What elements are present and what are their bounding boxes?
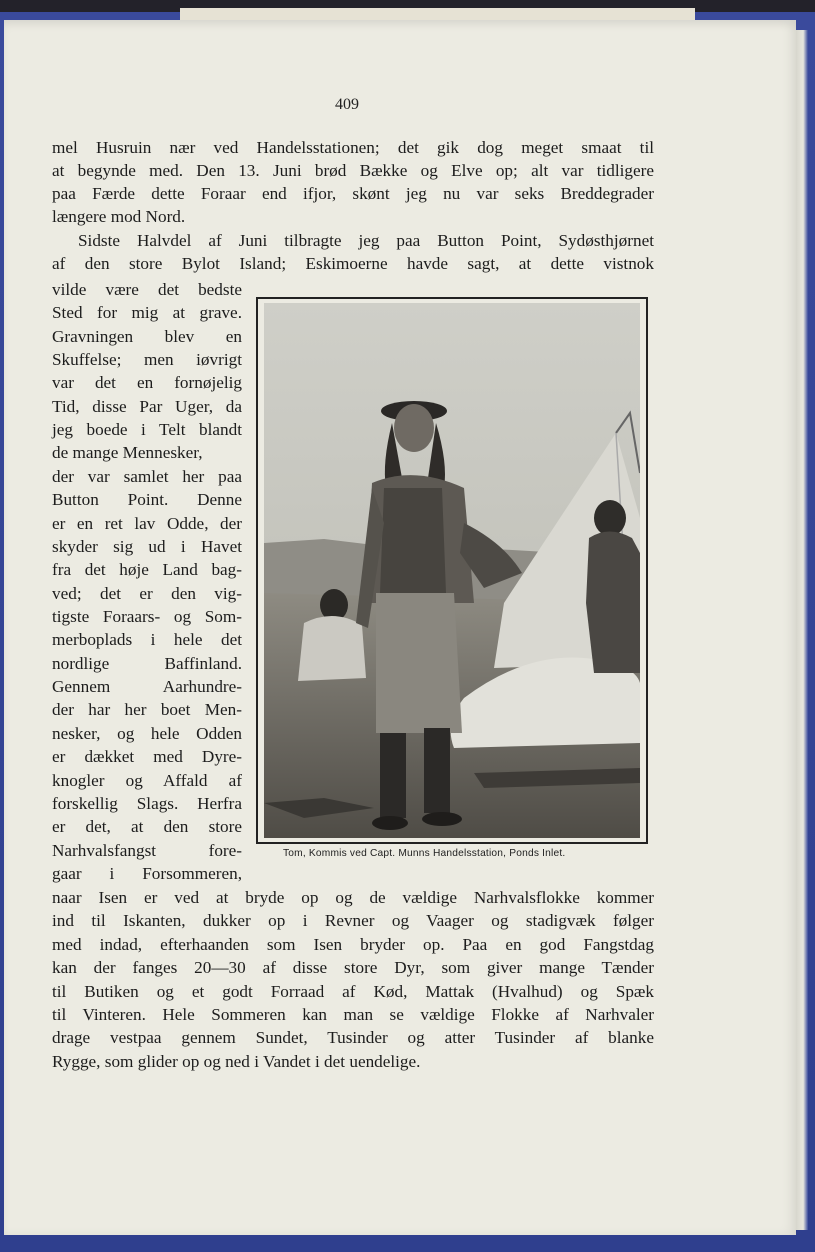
photo-caption: Tom, Kommis ved Capt. Munns Handelsstation, Ponds Inlet. (283, 848, 566, 859)
column-line: knogler og Affald af (52, 771, 242, 790)
page-edge-right (796, 30, 808, 1230)
column-line: Sted for mig at grave. (52, 303, 242, 322)
column-line: Tid, disse Par Uger, da (52, 397, 242, 416)
column-line: der var samlet her paa (52, 467, 242, 486)
column-line: fra det høje Land bag- (52, 560, 242, 579)
column-line: der har her boet Men- (52, 700, 242, 719)
text-line: Rygge, som glider op og ned i Vandet i det uendelige. (52, 1052, 421, 1071)
column-line: nesker, og hele Odden (52, 724, 242, 743)
column-line: forskellig Slags. Herfra (52, 794, 242, 813)
column-line: var det en fornøjelig (52, 373, 242, 392)
column-line: jeg boede i Telt blandt (52, 420, 242, 439)
column-line: er en ret lav Odde, der (52, 514, 242, 533)
column-line: vilde være det bedste (52, 280, 242, 299)
text-line: drage vestpaa gennem Sundet, Tusinder og atter Tusinder af blanke (52, 1028, 654, 1047)
text-line: af den store Bylot Island; Eskimoerne havde sagt, at dette vistnok (52, 254, 654, 273)
column-line: Narhvalsfangst fore- (52, 841, 242, 860)
column-line: er dækket med Dyre- (52, 747, 242, 766)
column-line: skyder sig ud i Havet (52, 537, 242, 556)
column-line: gaar i Forsommeren, (52, 864, 242, 883)
column-line: tigste Foraars- og Som- (52, 607, 242, 626)
text-line: paa Færde dette Foraar end ifjor, skønt jeg nu var seks Breddegrader (52, 184, 654, 203)
column-line: er det, at den store (52, 817, 242, 836)
text-line: naar Isen er ved at bryde op og de vældige Narhvalsflokke kommer (52, 888, 654, 907)
text-line: mel Husruin nær ved Handelsstationen; det gik dog meget smaat til (52, 138, 654, 157)
text-line: kan der fanges 20—30 af disse store Dyr, som giver mange Tænder (52, 958, 654, 977)
column-line: nordlige Baffinland. (52, 654, 242, 673)
column-line: Skuffelse; men iøvrigt (52, 350, 242, 369)
photograph (264, 303, 640, 838)
text-line: ind til Iskanten, dukker op i Revner og Vaager og stadigvæk følger (52, 911, 654, 930)
column-line: Button Point. Denne (52, 490, 242, 509)
column-line: ved; det er den vig- (52, 584, 242, 603)
column-line: Gravningen blev en (52, 327, 242, 346)
column-line: Gennem Aarhundre- (52, 677, 242, 696)
text-line: Sidste Halvdel af Juni tilbragte jeg paa Button Point, Sydøsthjørnet (78, 231, 654, 250)
text-line: til Vinteren. Hele Sommeren kan man se vældige Flokke af Narhvaler (52, 1005, 654, 1024)
text-line: med indad, efterhaanden som Isen bryder op. Paa en god Fangstdag (52, 935, 654, 954)
photo-frame (256, 297, 648, 844)
text-line: at begynde med. Den 13. Juni brød Bække og Elve op; alt var tidligere (52, 161, 654, 180)
page-number: 409 (335, 96, 359, 113)
text-line: længere mod Nord. (52, 207, 186, 226)
column-line: de mange Mennesker, (52, 443, 203, 462)
text-line: til Butiken og et godt Forraad af Kød, Mattak (Hvalhud) og Spæk (52, 982, 654, 1001)
column-line: merboplads i hele det (52, 630, 242, 649)
